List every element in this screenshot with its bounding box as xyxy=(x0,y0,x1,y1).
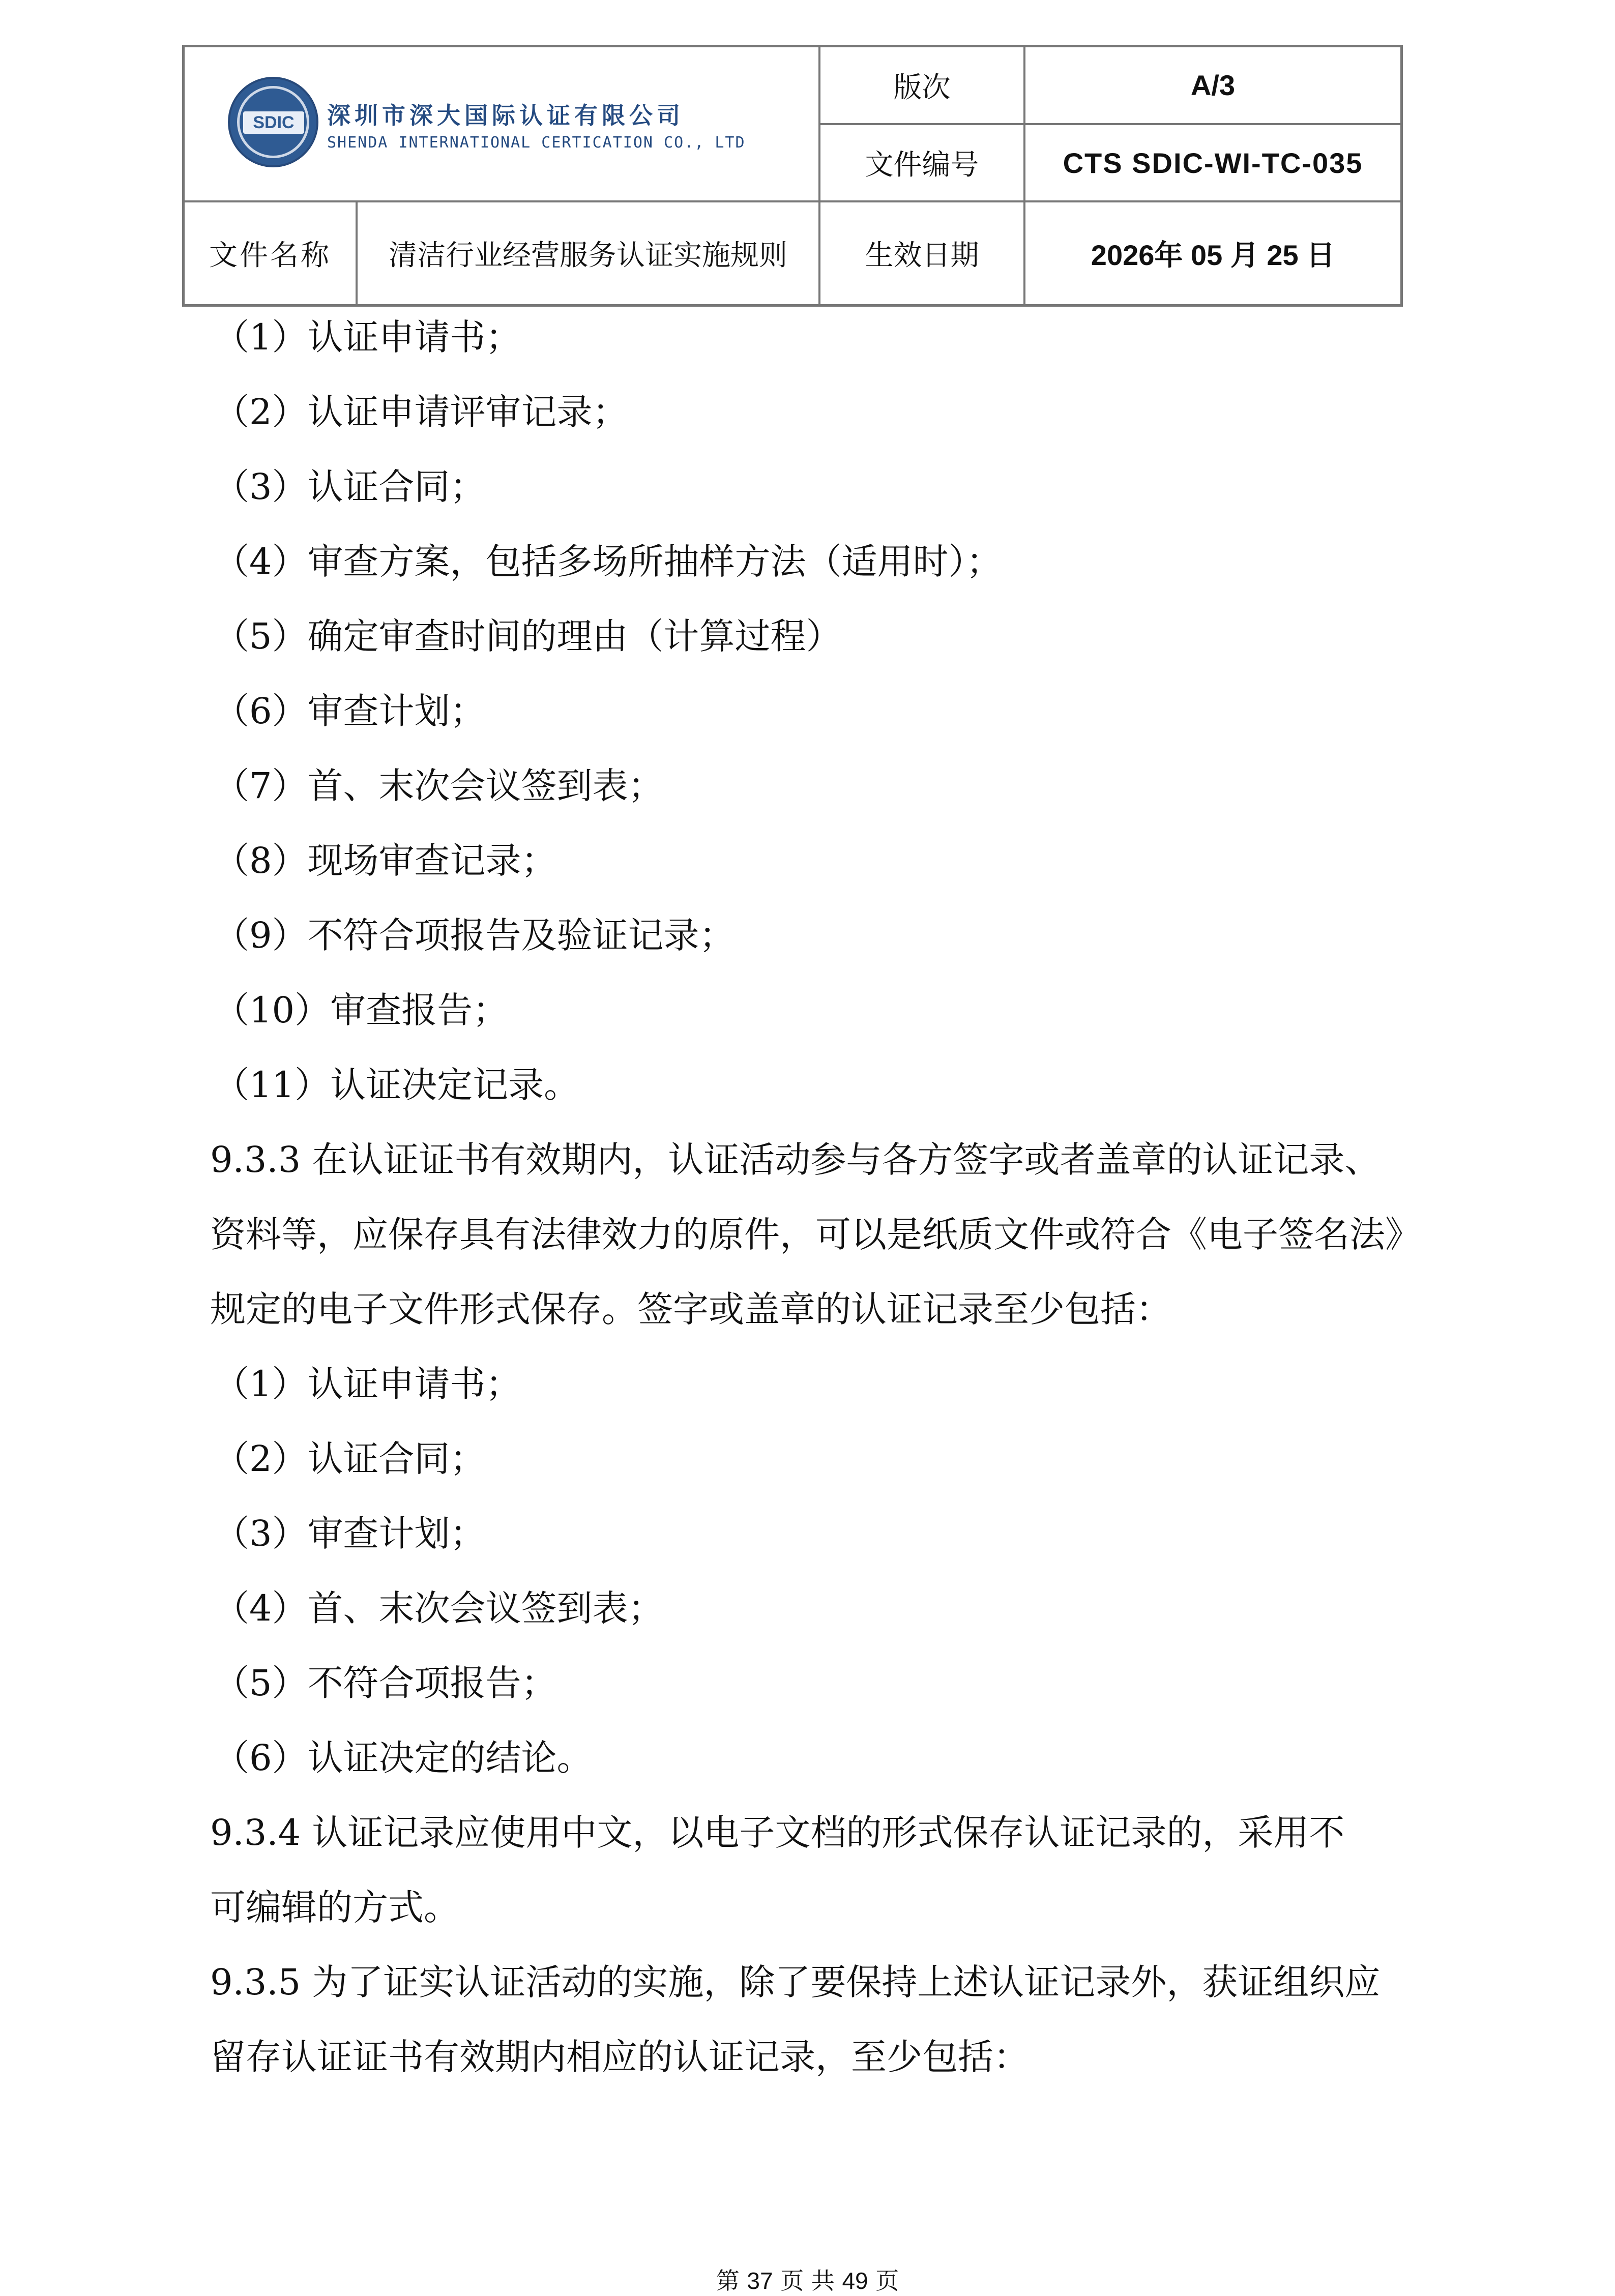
company-name-en: SHENDA INTERNATIONAL CERTICATION CO., LTD xyxy=(327,134,746,152)
list-item: （5）确定审查时间的理由（计算过程） xyxy=(214,615,842,657)
list-item: （1）认证申请书； xyxy=(214,316,521,358)
list-item: （3）审查计划； xyxy=(214,1513,486,1554)
doc-number-value: CTS SDIC-WI-TC-035 xyxy=(1024,124,1401,201)
sdic-seal-icon: SDIC xyxy=(228,77,318,167)
list-item: （9）不符合项报告及验证记录； xyxy=(214,915,735,956)
document-header-table xyxy=(182,45,1403,307)
list-item: （5）不符合项报告； xyxy=(214,1662,557,1704)
current-page-number: 37 xyxy=(747,2268,773,2294)
doc-name-value: 清洁行业经营服务认证实施规则 xyxy=(357,201,819,305)
footer-prefix: 第 xyxy=(716,2267,740,2294)
list-item: （6）审查计划； xyxy=(214,690,486,732)
list-item: （3）认证合同； xyxy=(214,466,486,508)
effective-date-value: 2026年 05 月 25 日 xyxy=(1024,201,1401,305)
footer-middle: 页 共 xyxy=(780,2267,835,2294)
list-item: （1）认证申请书； xyxy=(214,1363,521,1405)
list-item: （6）认证决定的结论。 xyxy=(214,1737,593,1779)
paragraph-9-3-3-line: 规定的电子文件形式保存。签字或盖章的认证记录至少包括： xyxy=(210,1288,1171,1330)
list-item: （8）现场审查记录； xyxy=(214,840,557,881)
paragraph-9-3-4-line: 可编辑的方式。 xyxy=(210,1887,459,1928)
version-value: A/3 xyxy=(1024,46,1401,124)
list-item: （2）认证合同； xyxy=(214,1438,486,1480)
list-item: （7）首、末次会议签到表； xyxy=(214,765,664,807)
list-item: （10）审查报告； xyxy=(214,989,509,1031)
doc-number-label: 文件编号 xyxy=(819,124,1024,201)
list-item: （2）认证申请评审记录； xyxy=(214,391,628,433)
footer-suffix: 页 xyxy=(875,2267,899,2294)
doc-name-label: 文件名称 xyxy=(184,201,357,305)
paragraph-9-3-5-line: 9.3.5 为了证实认证活动的实施，除了要保持上述认证记录外，获证组织应 xyxy=(210,1961,1381,2003)
list-item: （11）认证决定记录。 xyxy=(214,1064,580,1106)
logo-cell xyxy=(184,46,819,201)
paragraph-9-3-5-line: 留存认证证书有效期内相应的认证记录，至少包括： xyxy=(210,2036,1029,2078)
paragraph-9-3-3-line: 资料等，应保存具有法律效力的原件，可以是纸质文件或符合《电子签名法》 xyxy=(210,1214,1421,1255)
total-page-number: 49 xyxy=(842,2268,868,2294)
paragraph-9-3-3-line: 9.3.3 在认证证书有效期内，认证活动参与各方签字或者盖章的认证记录、 xyxy=(210,1139,1381,1181)
list-item: （4）首、末次会议签到表； xyxy=(214,1587,664,1629)
effective-date-label: 生效日期 xyxy=(819,201,1024,305)
version-label: 版次 xyxy=(819,46,1024,124)
company-name-cn: 深圳市深大国际认证有限公司 xyxy=(327,102,684,129)
paragraph-9-3-4-line: 9.3.4 认证记录应使用中文，以电子文档的形式保存认证记录的，采用不 xyxy=(210,1812,1345,1853)
page-footer xyxy=(0,2262,1615,2296)
list-item: （4）审查方案，包括多场所抽样方法（适用时）； xyxy=(214,541,1002,582)
